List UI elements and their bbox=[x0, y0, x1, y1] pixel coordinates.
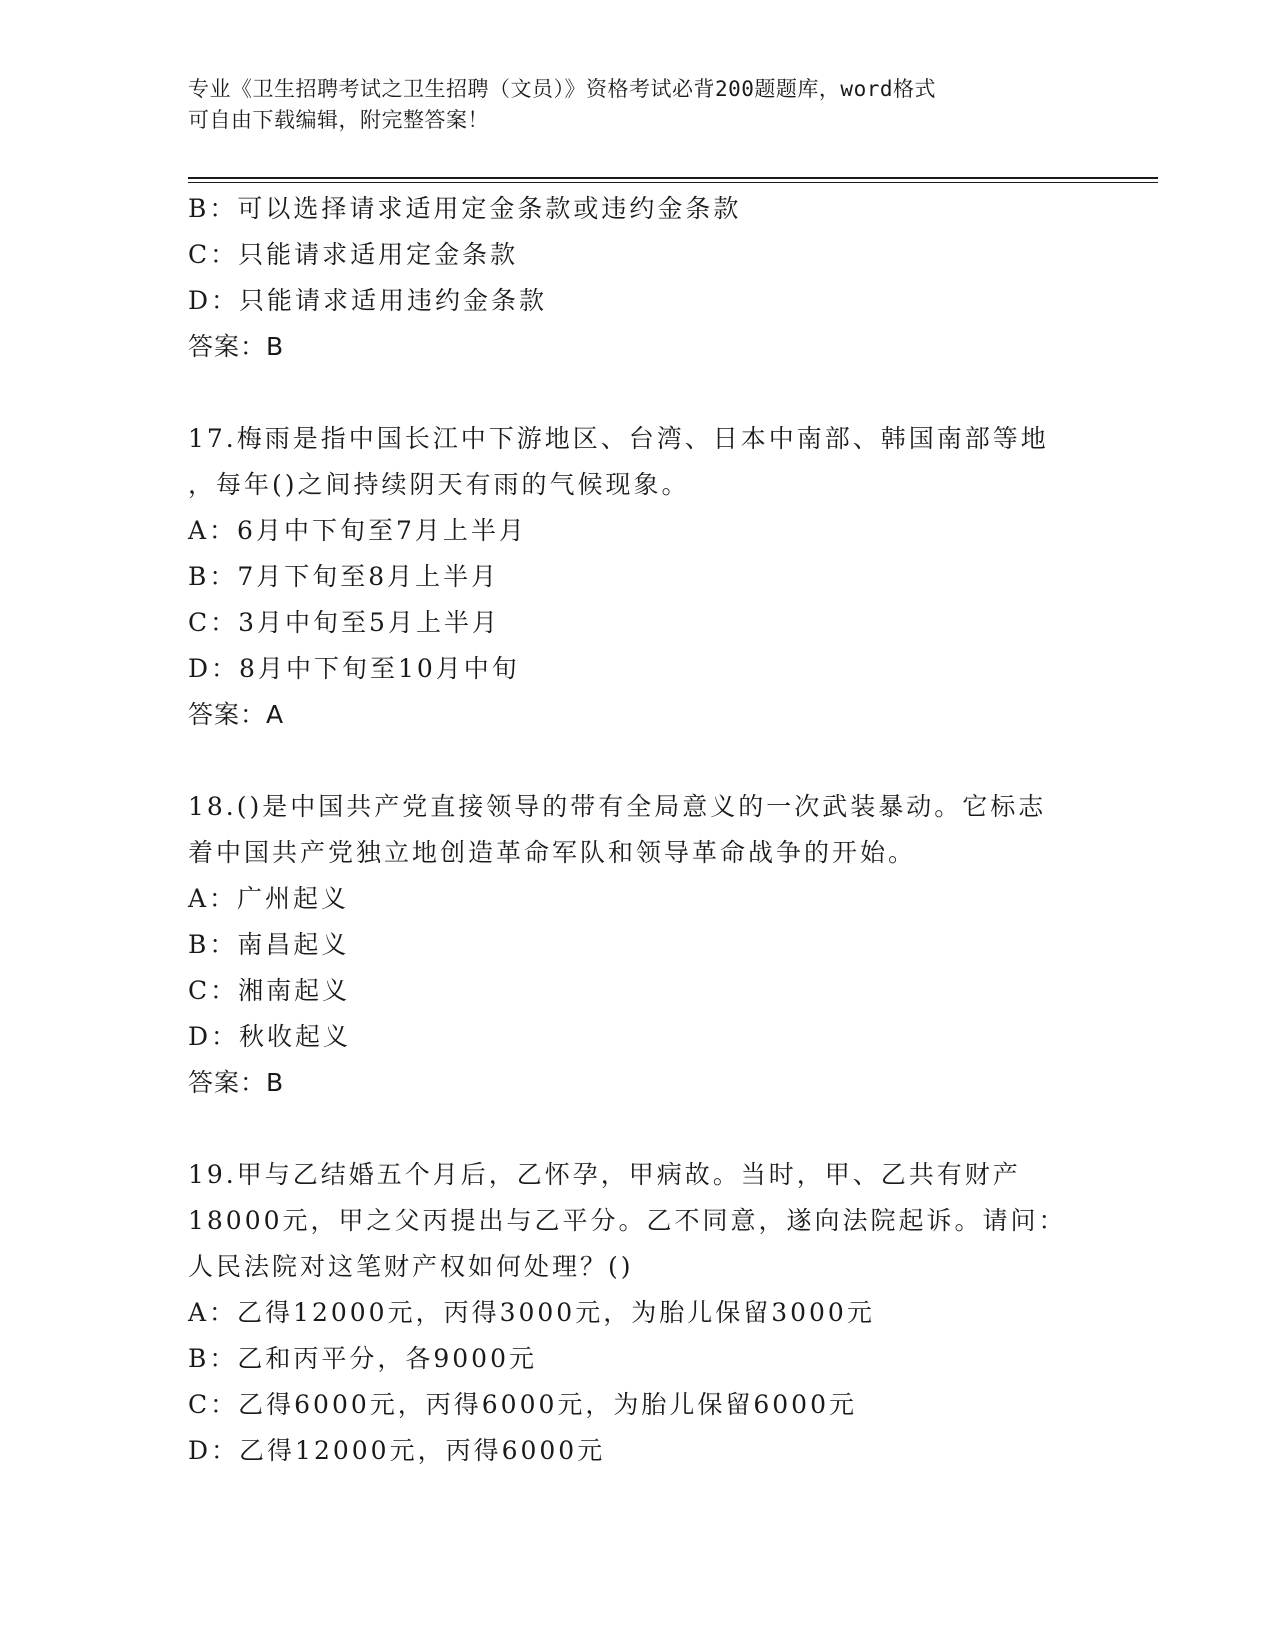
option-c: C：湘南起义 bbox=[188, 976, 351, 1005]
option-b: B：乙和丙平分，各9000元 bbox=[188, 1344, 537, 1373]
option-c: C：只能请求适用定金条款 bbox=[188, 240, 519, 269]
question-18 bbox=[188, 784, 1088, 1106]
document-header bbox=[188, 74, 1068, 136]
question-stem-line: 17.梅雨是指中国长江中下游地区、台湾、日本中南部、韩国南部等地 bbox=[188, 424, 1049, 453]
option-d: D：只能请求适用违约金条款 bbox=[188, 286, 548, 315]
header-line-2: 可自由下载编辑，附完整答案！ bbox=[188, 108, 489, 132]
option-a: A：广州起义 bbox=[188, 884, 350, 913]
question-17 bbox=[188, 416, 1088, 738]
option-a: A：6月中下旬至7月上半月 bbox=[188, 516, 527, 545]
question-stem-line: 18000元，甲之父丙提出与乙平分。乙不同意，遂向法院起诉。请问： bbox=[188, 1206, 1067, 1235]
question-stem-line: 18.()是中国共产党直接领导的带有全局意义的一次武装暴动。它标志 bbox=[188, 792, 1047, 821]
question-stem-line: ，每年()之间持续阴天有雨的气候现象。 bbox=[188, 470, 690, 499]
option-b: B：可以选择请求适用定金条款或违约金条款 bbox=[188, 194, 742, 223]
option-d: D：8月中下旬至10月中旬 bbox=[188, 654, 520, 683]
option-d: D：秋收起义 bbox=[188, 1022, 352, 1051]
question-stem-line: 着中国共产党独立地创造革命军队和领导革命战争的开始。 bbox=[188, 838, 917, 867]
option-b: B：南昌起义 bbox=[188, 930, 350, 959]
answer-label: 答案：A bbox=[188, 700, 285, 729]
option-a: A：乙得12000元，丙得3000元，为胎儿保留3000元 bbox=[188, 1298, 875, 1327]
option-b: B：7月下旬至8月上半月 bbox=[188, 562, 500, 591]
header-rule-thick bbox=[188, 177, 1158, 179]
header-line-1: 专业《卫生招聘考试之卫生招聘（文员）》资格考试必背200题题库，word格式 bbox=[188, 77, 936, 101]
question-stem-line: 人民法院对这笔财产权如何处理？() bbox=[188, 1252, 634, 1281]
question-spacer bbox=[188, 738, 1088, 784]
question-content bbox=[188, 186, 1088, 1474]
answer-label: 答案：B bbox=[188, 1068, 285, 1097]
header-rule-thin bbox=[188, 182, 1158, 183]
question-spacer bbox=[188, 1106, 1088, 1152]
question-spacer bbox=[188, 370, 1088, 416]
question-16-continued bbox=[188, 186, 1088, 370]
answer-label: 答案：B bbox=[188, 332, 285, 361]
option-c: C：乙得6000元，丙得6000元，为胎儿保留6000元 bbox=[188, 1390, 857, 1419]
option-c: C：3月中旬至5月上半月 bbox=[188, 608, 500, 637]
option-d: D：乙得12000元，丙得6000元 bbox=[188, 1436, 606, 1465]
question-stem-line: 19.甲与乙结婚五个月后，乙怀孕，甲病故。当时，甲、乙共有财产 bbox=[188, 1160, 1021, 1189]
question-19 bbox=[188, 1152, 1088, 1474]
